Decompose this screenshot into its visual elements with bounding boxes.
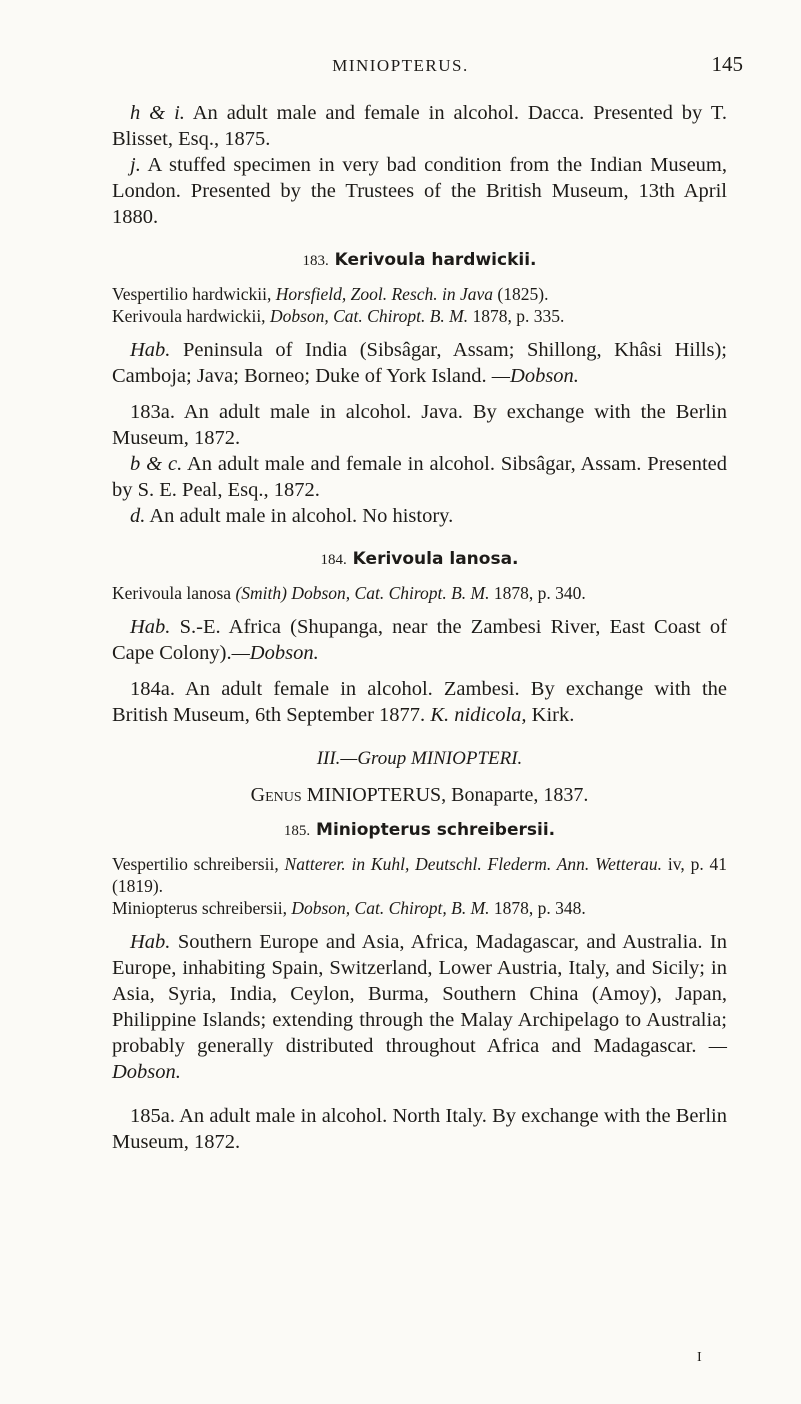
habitat-paragraph: Hab. Peninsula of India (Sibsâgar, Assam; Shillong, Khâsi Hills); Camboja; Java; Borneo; Duke of York Island. —Dobson.: [112, 339, 727, 387]
page-number: 145: [711, 52, 743, 76]
specimen-entry: j. A stuffed specimen in very bad condition from the Indian Museum, London. Presented by the Trustees of the British Museum, 13th April 1880.: [112, 154, 727, 228]
synonym-line: Kerivoula lanosa (Smith) Dobson, Cat. Chiropt. B. M. 1878, p. 340.: [112, 583, 586, 603]
genus-heading: Genus MINIOPTERUS, Bonaparte, 1837.: [250, 784, 589, 806]
synonym-line: Kerivoula hardwickii, Dobson, Cat. Chiropt. B. M. 1878, p. 335.: [112, 306, 565, 326]
habitat-paragraph: Hab. Southern Europe and Asia, Africa, Madagascar, and Australia. In Europe, inhabiting Spain, Switzerland, Lower Austria, Italy, and Sicily; in Asia, Syria, India, Ceylon, Burma, Southern China (Amoy), Japan, Philippine Islands; extending through the Malay Archipelago to Australia; probably generally distributed throughout Africa and Madagascar. —Dobson.: [112, 931, 728, 1083]
specimen-entry: 183a. An adult male in alcohol. Java. By exchange with the Berlin Museum, 1872.: [112, 401, 727, 449]
specimen-entry: 184a. An adult female in alcohol. Zambesi. By exchange with the British Museum, 6th September 1877. K. nidicola, Kirk.: [112, 678, 727, 726]
specimen-entry: h & i. An adult male and female in alcohol. Dacca. Presented by T. Blisset, Esq., 1875.: [112, 102, 727, 150]
species-heading: 184. Kerivoula lanosa.: [320, 549, 519, 569]
page-header: [0, 52, 801, 86]
specimen-entry: 185a. An adult male in alcohol. North Italy. By exchange with the Berlin Museum, 1872.: [112, 1105, 727, 1153]
specimen-entry: d. An adult male in alcohol. No history.: [130, 505, 454, 527]
page-body: [112, 100, 727, 1155]
specimen-entry: b & c. An adult male and female in alcohol. Sibsâgar, Assam. Presented by S. E. Peal, Esq., 1872.: [112, 453, 728, 501]
synonym-line: Vespertilio hardwickii, Horsfield, Zool. Resch. in Java (1825).: [112, 284, 549, 304]
running-title: MINIOPTERUS.: [332, 56, 469, 75]
synonym-line: Miniopterus schreibersii, Dobson, Cat. Chiropt, B. M. 1878, p. 348.: [112, 898, 586, 918]
species-heading: 183. Kerivoula hardwickii.: [302, 250, 537, 270]
species-heading: 185. Miniopterus schreibersii.: [283, 820, 556, 840]
signature-mark: I: [697, 1350, 702, 1365]
synonym-line: Vespertilio schreibersii, Natterer. in Kuhl, Deutschl. Flederm. Ann. Wetterau. iv, p. 41 (1819).: [112, 854, 728, 896]
habitat-paragraph: Hab. S.-E. Africa (Shupanga, near the Zambesi River, East Coast of Cape Colony).—Dobson.: [112, 616, 727, 664]
group-heading: III.—Group MINIOPTERI.: [316, 748, 523, 769]
